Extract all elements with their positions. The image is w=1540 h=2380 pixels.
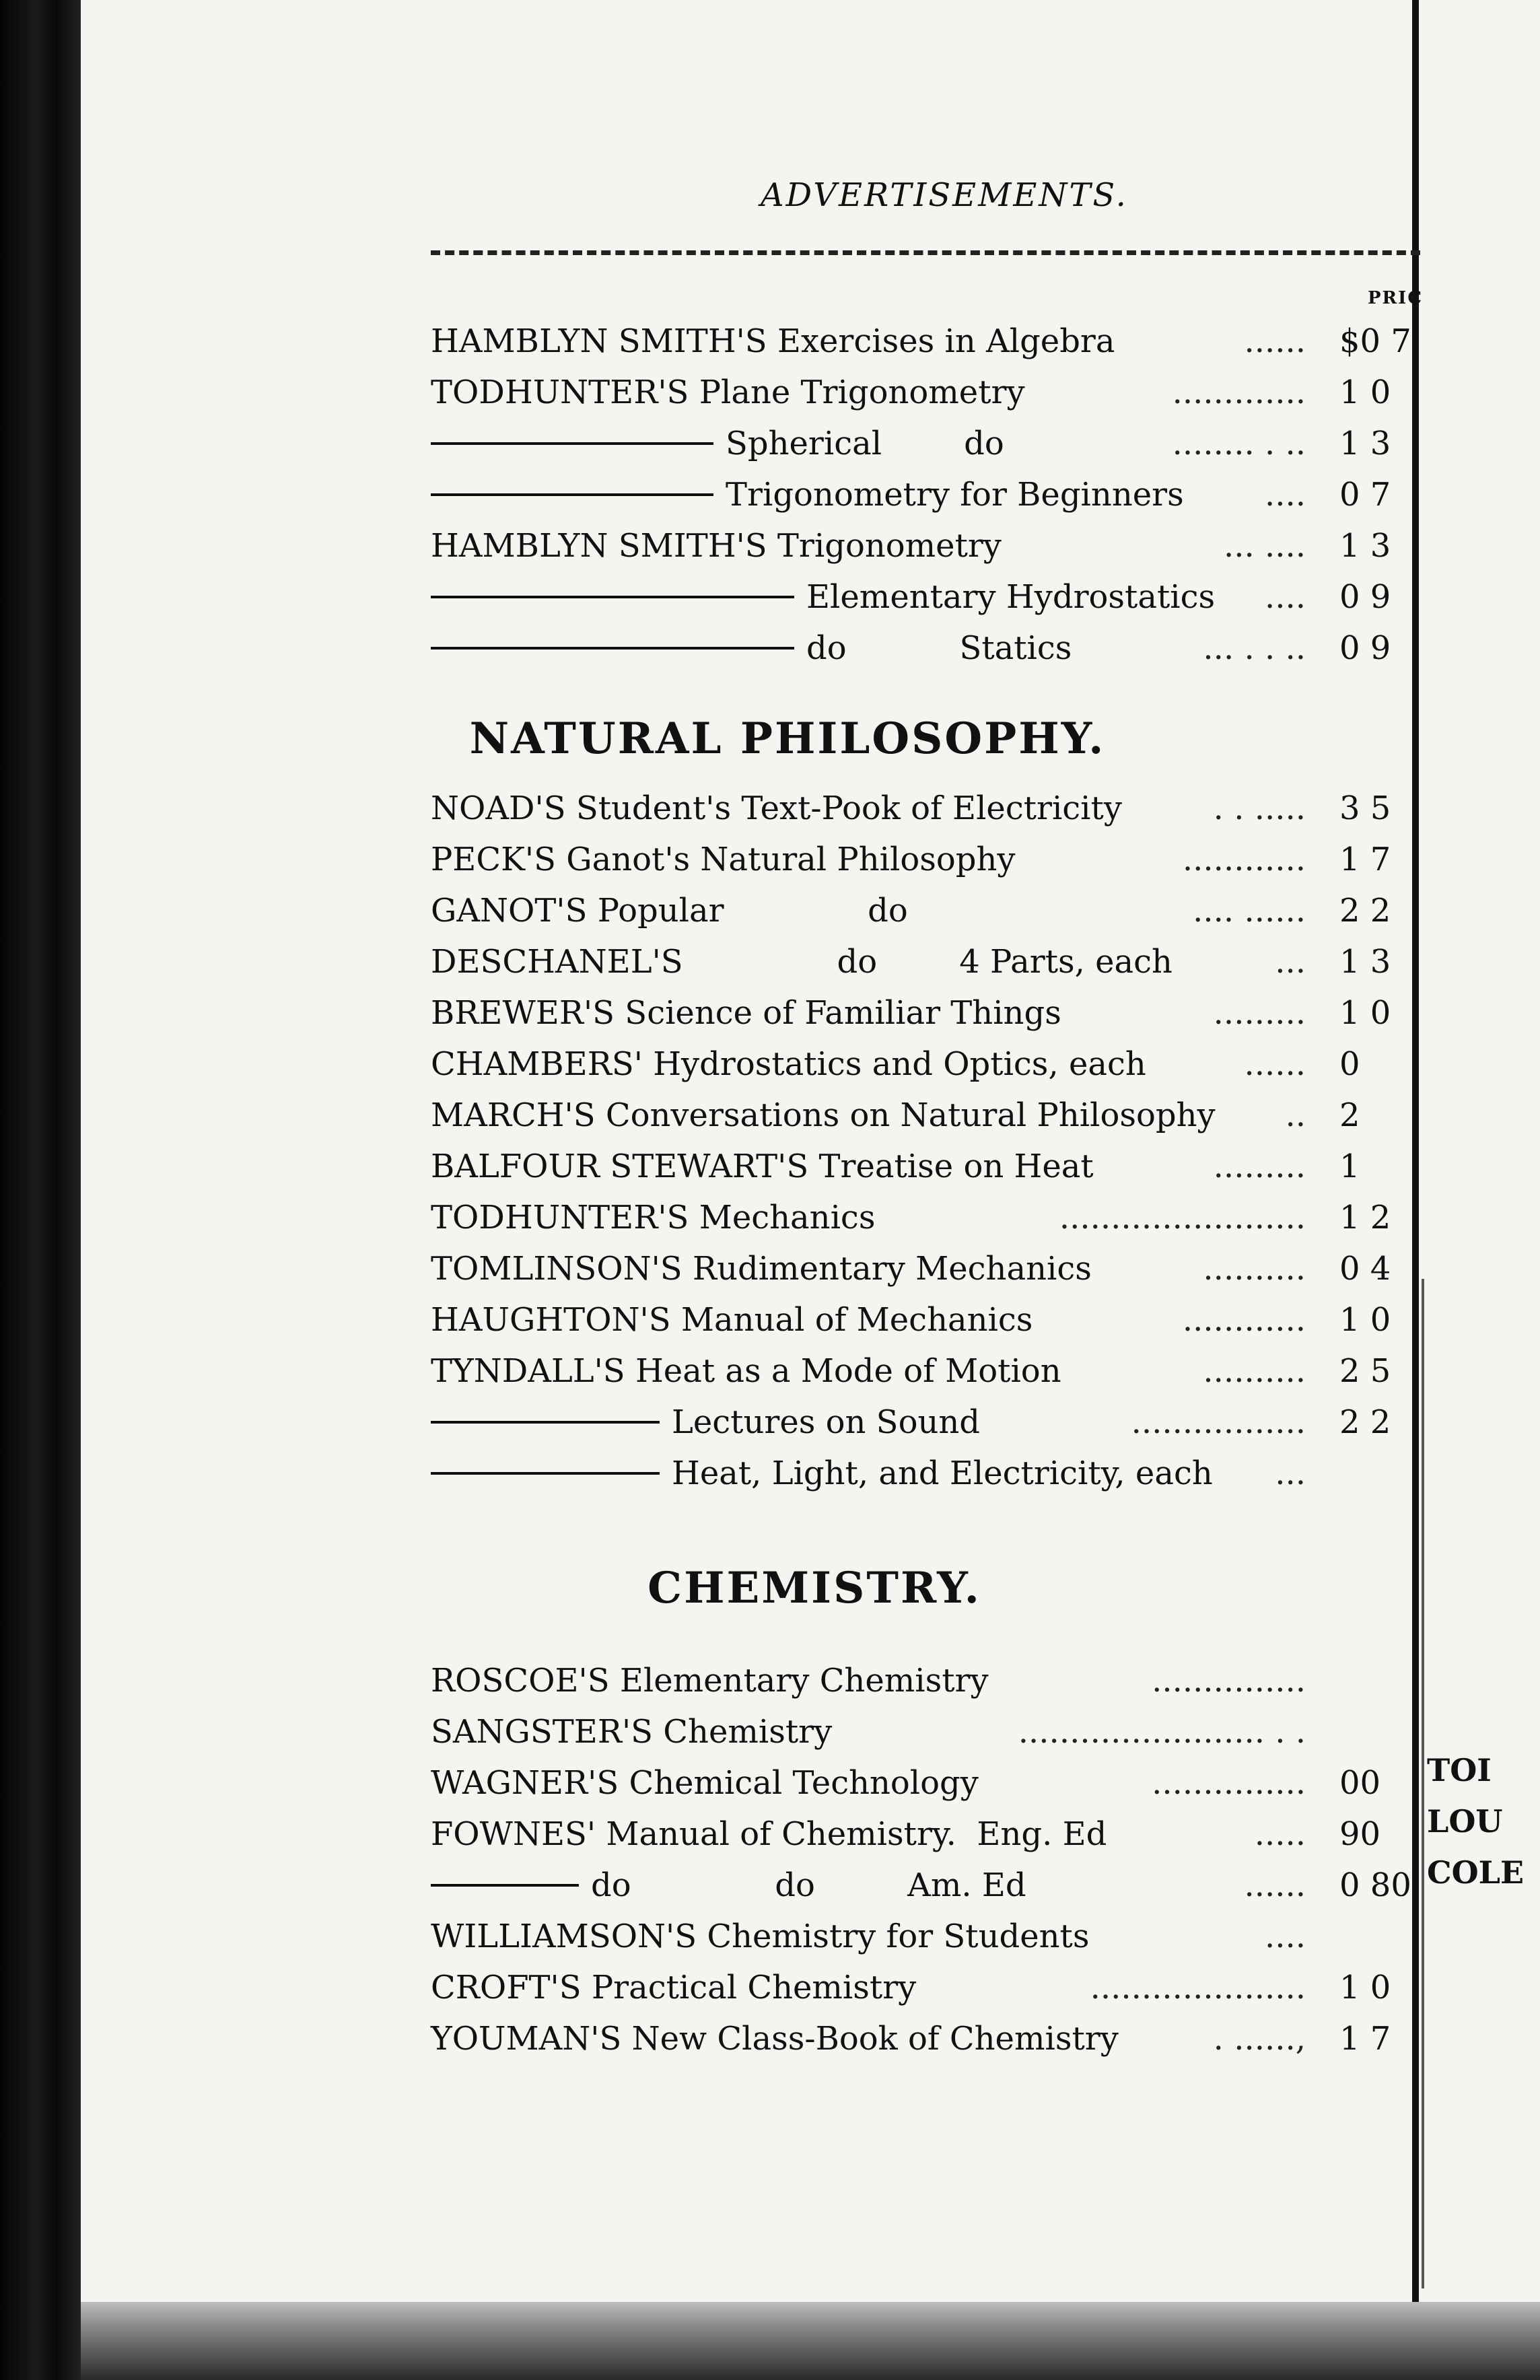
leader-dots: ........................ . . bbox=[1018, 1713, 1306, 1751]
ditto-dash bbox=[431, 1884, 579, 1887]
list-item bbox=[431, 420, 1306, 467]
list-item bbox=[431, 1657, 1306, 1704]
leader-dots: ................. bbox=[1131, 1403, 1306, 1441]
item-price: 1 2 bbox=[1339, 1199, 1391, 1236]
item-text: do Statics bbox=[806, 629, 1072, 667]
item-title bbox=[431, 1657, 989, 1704]
leader-dots: ............. bbox=[1172, 374, 1306, 411]
list-item bbox=[431, 318, 1306, 365]
leader-dots: ............ bbox=[1182, 1301, 1306, 1339]
leader-dots: .... ...... bbox=[1193, 892, 1306, 930]
item-price: $0 7 bbox=[1339, 322, 1411, 360]
item-text: SANGSTER'S Chemistry bbox=[431, 1713, 833, 1751]
leader-dots: . ......, bbox=[1213, 2020, 1306, 2058]
leader-dots: .. bbox=[1285, 1096, 1306, 1134]
leader-dots: .... bbox=[1264, 476, 1306, 514]
list-item bbox=[431, 836, 1306, 883]
item-price: 1 3 bbox=[1339, 527, 1391, 565]
item-price: 2 2 bbox=[1339, 892, 1391, 930]
item-title bbox=[431, 573, 1215, 621]
item-text: Heat, Light, and Electricity, each bbox=[672, 1455, 1213, 1492]
item-title bbox=[431, 785, 1122, 832]
leader-dots: . . ..... bbox=[1213, 790, 1306, 827]
item-price: 2 bbox=[1339, 1096, 1360, 1134]
list-item bbox=[431, 1913, 1306, 1960]
leader-dots: ...... bbox=[1244, 1866, 1306, 1904]
item-title bbox=[431, 887, 908, 934]
item-title bbox=[431, 522, 1002, 569]
item-text: PECK'S Ganot's Natural Philosophy bbox=[431, 841, 1016, 878]
item-price: 3 5 bbox=[1339, 790, 1391, 827]
item-text: TYNDALL'S Heat as a Mode of Motion bbox=[431, 1352, 1061, 1390]
item-title bbox=[431, 1399, 980, 1446]
item-title bbox=[431, 1759, 979, 1807]
item-price: 1 0 bbox=[1339, 1969, 1391, 2006]
item-text: FOWNES' Manual of Chemistry. Eng. Ed bbox=[431, 1815, 1107, 1853]
item-title bbox=[431, 625, 1072, 672]
leader-dots: ............... bbox=[1152, 1764, 1306, 1802]
item-title bbox=[431, 1092, 1216, 1139]
item-price: 1 3 bbox=[1339, 943, 1391, 981]
item-title bbox=[431, 1862, 1026, 1909]
item-text: BALFOUR STEWART'S Treatise on Heat bbox=[431, 1148, 1094, 1185]
list-item bbox=[431, 1245, 1306, 1292]
adjacent-page-label: COLE bbox=[1427, 1854, 1525, 1891]
list-item bbox=[431, 2015, 1306, 2062]
section-heading: NATURAL PHILOSOPHY. bbox=[469, 713, 1106, 764]
item-price: 0 7 bbox=[1339, 476, 1391, 514]
item-text: MARCH'S Conversations on Natural Philosophy bbox=[431, 1096, 1216, 1134]
item-title bbox=[431, 1041, 1146, 1088]
leader-dots: .... bbox=[1264, 1918, 1306, 1955]
item-title bbox=[431, 1450, 1213, 1497]
item-price: 1 0 bbox=[1339, 1301, 1391, 1339]
item-price: 1 bbox=[1339, 1148, 1360, 1185]
adjacent-page-label: TOI bbox=[1427, 1752, 1492, 1788]
leader-dots: ...... bbox=[1244, 322, 1306, 360]
leader-dots: .... bbox=[1264, 578, 1306, 616]
item-text: Elementary Hydrostatics bbox=[806, 578, 1216, 616]
leader-dots: ..... bbox=[1254, 1815, 1306, 1853]
header-rule bbox=[431, 250, 1420, 255]
list-item bbox=[431, 471, 1306, 518]
item-price: 0 4 bbox=[1339, 1250, 1391, 1288]
item-price: 0 9 bbox=[1339, 578, 1391, 616]
list-item bbox=[431, 1296, 1306, 1343]
section-heading: CHEMISTRY. bbox=[648, 1563, 981, 1613]
item-text: Trigonometry for Beginners bbox=[726, 476, 1184, 514]
leader-dots: ... .... bbox=[1223, 527, 1306, 565]
leader-dots: ........................ bbox=[1059, 1199, 1306, 1236]
item-text: BREWER'S Science of Familiar Things bbox=[431, 994, 1061, 1032]
item-text: HAMBLYN SMITH'S Exercises in Algebra bbox=[431, 322, 1115, 360]
list-item bbox=[431, 1862, 1306, 1909]
item-title bbox=[431, 471, 1184, 518]
item-title bbox=[431, 2015, 1119, 2062]
list-item bbox=[431, 1194, 1306, 1241]
list-item bbox=[431, 1450, 1306, 1497]
item-text: Spherical do bbox=[726, 425, 1004, 462]
item-text: HAMBLYN SMITH'S Trigonometry bbox=[431, 527, 1002, 565]
ditto-dash bbox=[431, 1472, 660, 1475]
item-text: Lectures on Sound bbox=[672, 1403, 981, 1441]
item-title bbox=[431, 989, 1061, 1037]
item-price: 90 bbox=[1339, 1815, 1381, 1853]
list-item bbox=[431, 573, 1306, 621]
item-text: TOMLINSON'S Rudimentary Mechanics bbox=[431, 1250, 1092, 1288]
item-price: 2 2 bbox=[1339, 1403, 1391, 1441]
ditto-dash bbox=[431, 493, 713, 496]
list-item bbox=[431, 1759, 1306, 1807]
item-text: ROSCOE'S Elementary Chemistry bbox=[431, 1662, 989, 1700]
list-item bbox=[431, 1399, 1306, 1446]
item-text: GANOT'S Popular do bbox=[431, 892, 908, 930]
item-text: NOAD'S Student's Text-Pook of Electricity bbox=[431, 790, 1122, 827]
leader-dots: ......... bbox=[1213, 1148, 1306, 1185]
list-item bbox=[431, 1092, 1306, 1139]
item-price: 0 bbox=[1339, 1045, 1360, 1083]
item-title bbox=[431, 369, 1025, 416]
item-price: 1 3 bbox=[1339, 425, 1391, 462]
item-title bbox=[431, 836, 1016, 883]
leader-dots: .......... bbox=[1203, 1352, 1306, 1390]
item-price: 0 80 bbox=[1339, 1866, 1411, 1904]
item-text: CHAMBERS' Hydrostatics and Optics, each bbox=[431, 1045, 1146, 1083]
item-text: HAUGHTON'S Manual of Mechanics bbox=[431, 1301, 1033, 1339]
list-item bbox=[431, 1708, 1306, 1755]
leader-dots: ........ . .. bbox=[1172, 425, 1306, 462]
leader-dots: ... . . .. bbox=[1203, 629, 1306, 667]
item-title bbox=[431, 1811, 1107, 1858]
adjacent-page-label: LOU bbox=[1427, 1803, 1503, 1840]
leader-dots: ............... bbox=[1152, 1662, 1306, 1700]
ditto-dash bbox=[431, 647, 794, 650]
ditto-dash bbox=[431, 596, 794, 598]
item-title bbox=[431, 1194, 875, 1241]
ditto-dash bbox=[431, 1421, 660, 1424]
item-title bbox=[431, 1348, 1061, 1395]
book-spine bbox=[0, 0, 81, 2380]
item-text: do do Am. Ed bbox=[591, 1866, 1026, 1904]
ditto-dash bbox=[431, 442, 713, 445]
page-header: ADVERTISEMENTS. bbox=[761, 176, 1128, 214]
leader-dots: ... bbox=[1275, 1455, 1306, 1492]
item-title bbox=[431, 938, 1172, 985]
list-item bbox=[431, 1811, 1306, 1858]
item-title bbox=[431, 420, 1004, 467]
list-item bbox=[431, 785, 1306, 832]
item-text: YOUMAN'S New Class-Book of Chemistry bbox=[431, 2020, 1119, 2058]
leader-dots: ...... bbox=[1244, 1045, 1306, 1083]
item-title bbox=[431, 318, 1115, 365]
list-item bbox=[431, 1964, 1306, 2011]
list-item bbox=[431, 1348, 1306, 1395]
item-text: WAGNER'S Chemical Technology bbox=[431, 1764, 979, 1802]
leader-dots: .......... bbox=[1203, 1250, 1306, 1288]
price-column-label: PRIC bbox=[1368, 288, 1424, 308]
list-item bbox=[431, 369, 1306, 416]
leader-dots: ... bbox=[1275, 943, 1306, 981]
leader-dots: ......... bbox=[1213, 994, 1306, 1032]
leader-dots: ............ bbox=[1182, 841, 1306, 878]
page-bottom-edge bbox=[81, 2302, 1540, 2380]
list-item bbox=[431, 887, 1306, 934]
item-price: 1 0 bbox=[1339, 374, 1391, 411]
item-title bbox=[431, 1913, 1089, 1960]
item-text: DESCHANEL'S do 4 Parts, each bbox=[431, 943, 1172, 981]
list-item bbox=[431, 1143, 1306, 1190]
list-item bbox=[431, 989, 1306, 1037]
item-price: 0 9 bbox=[1339, 629, 1391, 667]
item-title bbox=[431, 1143, 1094, 1190]
item-price: 2 5 bbox=[1339, 1352, 1391, 1390]
item-price: 1 7 bbox=[1339, 841, 1391, 878]
item-price: 1 0 bbox=[1339, 994, 1391, 1032]
list-item bbox=[431, 938, 1306, 985]
list-item bbox=[431, 625, 1306, 672]
item-text: WILLIAMSON'S Chemistry for Students bbox=[431, 1918, 1090, 1955]
item-title bbox=[431, 1245, 1092, 1292]
item-title bbox=[431, 1964, 916, 2011]
item-text: CROFT'S Practical Chemistry bbox=[431, 1969, 917, 2006]
item-price: 00 bbox=[1339, 1764, 1381, 1802]
leader-dots: ..................... bbox=[1090, 1969, 1306, 2006]
item-price: 1 7 bbox=[1339, 2020, 1391, 2058]
list-item bbox=[431, 522, 1306, 569]
item-text: TODHUNTER'S Mechanics bbox=[431, 1199, 876, 1236]
item-title bbox=[431, 1708, 832, 1755]
list-item bbox=[431, 1041, 1306, 1088]
item-text: TODHUNTER'S Plane Trigonometry bbox=[431, 374, 1025, 411]
item-title bbox=[431, 1296, 1032, 1343]
